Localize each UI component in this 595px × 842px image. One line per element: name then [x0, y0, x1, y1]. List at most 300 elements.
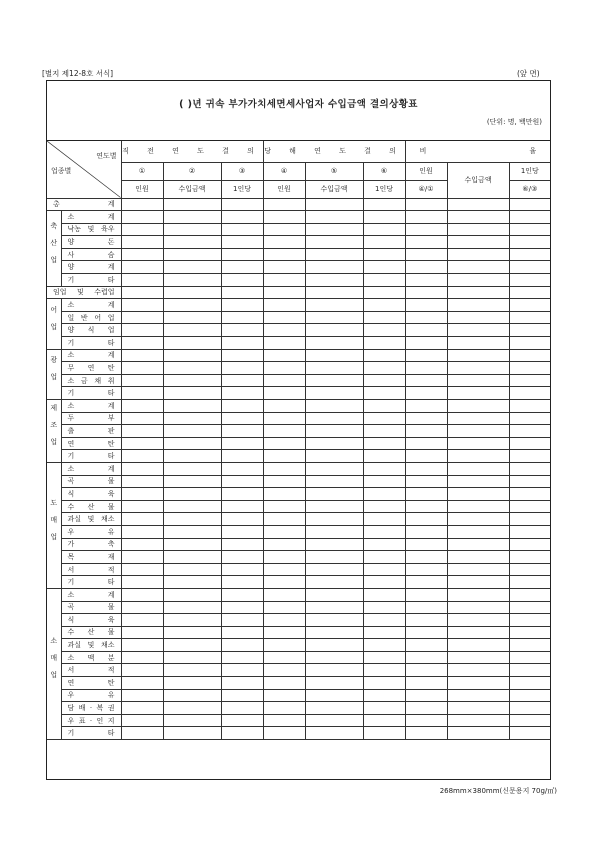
- value-cell[interactable]: [121, 563, 163, 576]
- value-cell[interactable]: [447, 337, 509, 350]
- value-cell[interactable]: [305, 362, 363, 375]
- value-cell[interactable]: [221, 387, 263, 400]
- value-cell[interactable]: [305, 299, 363, 312]
- value-cell[interactable]: [121, 324, 163, 337]
- value-cell[interactable]: [305, 400, 363, 413]
- value-cell[interactable]: [509, 337, 550, 350]
- value-cell[interactable]: [509, 538, 550, 551]
- value-cell[interactable]: [509, 387, 550, 400]
- value-cell[interactable]: [305, 450, 363, 463]
- value-cell[interactable]: [405, 614, 447, 627]
- value-cell[interactable]: [221, 513, 263, 526]
- value-cell[interactable]: [121, 576, 163, 589]
- value-cell[interactable]: [163, 349, 221, 362]
- value-cell[interactable]: [163, 601, 221, 614]
- value-cell[interactable]: [509, 513, 550, 526]
- value-cell[interactable]: [363, 198, 405, 211]
- value-cell[interactable]: [121, 614, 163, 627]
- value-cell[interactable]: [121, 211, 163, 224]
- value-cell[interactable]: [163, 261, 221, 274]
- value-cell[interactable]: [263, 412, 305, 425]
- value-cell[interactable]: [447, 248, 509, 261]
- value-cell[interactable]: [509, 299, 550, 312]
- value-cell[interactable]: [305, 588, 363, 601]
- value-cell[interactable]: [509, 677, 550, 690]
- value-cell[interactable]: [305, 702, 363, 715]
- value-cell[interactable]: [447, 299, 509, 312]
- value-cell[interactable]: [263, 400, 305, 413]
- value-cell[interactable]: [263, 198, 305, 211]
- value-cell[interactable]: [121, 513, 163, 526]
- value-cell[interactable]: [121, 437, 163, 450]
- value-cell[interactable]: [405, 538, 447, 551]
- value-cell[interactable]: [509, 437, 550, 450]
- value-cell[interactable]: [509, 500, 550, 513]
- value-cell[interactable]: [447, 689, 509, 702]
- value-cell[interactable]: [405, 274, 447, 287]
- value-cell[interactable]: [363, 551, 405, 564]
- value-cell[interactable]: [405, 337, 447, 350]
- value-cell[interactable]: [509, 563, 550, 576]
- value-cell[interactable]: [121, 236, 163, 249]
- value-cell[interactable]: [447, 412, 509, 425]
- value-cell[interactable]: [163, 525, 221, 538]
- value-cell[interactable]: [163, 374, 221, 387]
- value-cell[interactable]: [121, 286, 163, 299]
- value-cell[interactable]: [163, 362, 221, 375]
- value-cell[interactable]: [509, 639, 550, 652]
- value-cell[interactable]: [509, 286, 550, 299]
- value-cell[interactable]: [363, 387, 405, 400]
- value-cell[interactable]: [121, 462, 163, 475]
- value-cell[interactable]: [163, 639, 221, 652]
- value-cell[interactable]: [447, 425, 509, 438]
- value-cell[interactable]: [121, 488, 163, 501]
- value-cell[interactable]: [509, 311, 550, 324]
- value-cell[interactable]: [405, 349, 447, 362]
- value-cell[interactable]: [263, 425, 305, 438]
- value-cell[interactable]: [363, 311, 405, 324]
- value-cell[interactable]: [221, 651, 263, 664]
- value-cell[interactable]: [263, 689, 305, 702]
- value-cell[interactable]: [121, 349, 163, 362]
- value-cell[interactable]: [221, 299, 263, 312]
- value-cell[interactable]: [363, 576, 405, 589]
- value-cell[interactable]: [363, 374, 405, 387]
- value-cell[interactable]: [121, 198, 163, 211]
- value-cell[interactable]: [305, 311, 363, 324]
- value-cell[interactable]: [121, 677, 163, 690]
- value-cell[interactable]: [509, 702, 550, 715]
- value-cell[interactable]: [509, 714, 550, 727]
- value-cell[interactable]: [447, 211, 509, 224]
- value-cell[interactable]: [509, 223, 550, 236]
- value-cell[interactable]: [121, 551, 163, 564]
- value-cell[interactable]: [263, 626, 305, 639]
- value-cell[interactable]: [405, 462, 447, 475]
- value-cell[interactable]: [405, 500, 447, 513]
- value-cell[interactable]: [221, 639, 263, 652]
- value-cell[interactable]: [163, 626, 221, 639]
- value-cell[interactable]: [363, 727, 405, 740]
- value-cell[interactable]: [305, 601, 363, 614]
- value-cell[interactable]: [405, 525, 447, 538]
- value-cell[interactable]: [221, 236, 263, 249]
- value-cell[interactable]: [163, 488, 221, 501]
- value-cell[interactable]: [163, 563, 221, 576]
- value-cell[interactable]: [447, 374, 509, 387]
- value-cell[interactable]: [305, 651, 363, 664]
- value-cell[interactable]: [447, 324, 509, 337]
- value-cell[interactable]: [405, 488, 447, 501]
- value-cell[interactable]: [363, 525, 405, 538]
- value-cell[interactable]: [509, 576, 550, 589]
- value-cell[interactable]: [221, 362, 263, 375]
- value-cell[interactable]: [405, 400, 447, 413]
- value-cell[interactable]: [405, 286, 447, 299]
- value-cell[interactable]: [509, 689, 550, 702]
- value-cell[interactable]: [509, 374, 550, 387]
- value-cell[interactable]: [363, 412, 405, 425]
- value-cell[interactable]: [405, 450, 447, 463]
- value-cell[interactable]: [221, 475, 263, 488]
- value-cell[interactable]: [447, 664, 509, 677]
- value-cell[interactable]: [509, 362, 550, 375]
- value-cell[interactable]: [221, 702, 263, 715]
- value-cell[interactable]: [221, 412, 263, 425]
- value-cell[interactable]: [405, 651, 447, 664]
- value-cell[interactable]: [363, 236, 405, 249]
- value-cell[interactable]: [509, 664, 550, 677]
- value-cell[interactable]: [447, 677, 509, 690]
- value-cell[interactable]: [163, 337, 221, 350]
- value-cell[interactable]: [363, 651, 405, 664]
- value-cell[interactable]: [363, 563, 405, 576]
- value-cell[interactable]: [363, 702, 405, 715]
- value-cell[interactable]: [305, 349, 363, 362]
- value-cell[interactable]: [221, 525, 263, 538]
- value-cell[interactable]: [221, 400, 263, 413]
- value-cell[interactable]: [221, 437, 263, 450]
- value-cell[interactable]: [305, 274, 363, 287]
- value-cell[interactable]: [447, 626, 509, 639]
- value-cell[interactable]: [363, 626, 405, 639]
- value-cell[interactable]: [447, 576, 509, 589]
- value-cell[interactable]: [405, 236, 447, 249]
- value-cell[interactable]: [163, 425, 221, 438]
- value-cell[interactable]: [305, 664, 363, 677]
- value-cell[interactable]: [263, 488, 305, 501]
- value-cell[interactable]: [163, 702, 221, 715]
- value-cell[interactable]: [121, 588, 163, 601]
- value-cell[interactable]: [509, 462, 550, 475]
- value-cell[interactable]: [363, 248, 405, 261]
- value-cell[interactable]: [363, 211, 405, 224]
- value-cell[interactable]: [447, 714, 509, 727]
- value-cell[interactable]: [509, 626, 550, 639]
- value-cell[interactable]: [305, 500, 363, 513]
- value-cell[interactable]: [447, 198, 509, 211]
- value-cell[interactable]: [305, 576, 363, 589]
- value-cell[interactable]: [363, 337, 405, 350]
- value-cell[interactable]: [363, 664, 405, 677]
- value-cell[interactable]: [263, 236, 305, 249]
- value-cell[interactable]: [221, 563, 263, 576]
- value-cell[interactable]: [405, 198, 447, 211]
- value-cell[interactable]: [163, 223, 221, 236]
- value-cell[interactable]: [221, 286, 263, 299]
- value-cell[interactable]: [263, 211, 305, 224]
- value-cell[interactable]: [221, 324, 263, 337]
- value-cell[interactable]: [221, 689, 263, 702]
- value-cell[interactable]: [447, 614, 509, 627]
- value-cell[interactable]: [447, 538, 509, 551]
- value-cell[interactable]: [263, 349, 305, 362]
- value-cell[interactable]: [263, 525, 305, 538]
- value-cell[interactable]: [163, 387, 221, 400]
- value-cell[interactable]: [121, 651, 163, 664]
- value-cell[interactable]: [305, 488, 363, 501]
- value-cell[interactable]: [509, 274, 550, 287]
- value-cell[interactable]: [305, 425, 363, 438]
- value-cell[interactable]: [305, 286, 363, 299]
- value-cell[interactable]: [221, 614, 263, 627]
- value-cell[interactable]: [121, 702, 163, 715]
- value-cell[interactable]: [405, 727, 447, 740]
- value-cell[interactable]: [121, 248, 163, 261]
- value-cell[interactable]: [221, 727, 263, 740]
- value-cell[interactable]: [447, 551, 509, 564]
- value-cell[interactable]: [305, 412, 363, 425]
- value-cell[interactable]: [363, 425, 405, 438]
- value-cell[interactable]: [121, 337, 163, 350]
- value-cell[interactable]: [263, 374, 305, 387]
- value-cell[interactable]: [263, 714, 305, 727]
- value-cell[interactable]: [509, 727, 550, 740]
- value-cell[interactable]: [121, 601, 163, 614]
- value-cell[interactable]: [363, 462, 405, 475]
- value-cell[interactable]: [509, 425, 550, 438]
- value-cell[interactable]: [363, 714, 405, 727]
- value-cell[interactable]: [121, 538, 163, 551]
- value-cell[interactable]: [305, 626, 363, 639]
- value-cell[interactable]: [447, 450, 509, 463]
- value-cell[interactable]: [221, 261, 263, 274]
- value-cell[interactable]: [221, 425, 263, 438]
- value-cell[interactable]: [305, 211, 363, 224]
- value-cell[interactable]: [121, 400, 163, 413]
- value-cell[interactable]: [305, 248, 363, 261]
- value-cell[interactable]: [305, 513, 363, 526]
- value-cell[interactable]: [221, 664, 263, 677]
- value-cell[interactable]: [405, 248, 447, 261]
- value-cell[interactable]: [163, 551, 221, 564]
- value-cell[interactable]: [363, 450, 405, 463]
- value-cell[interactable]: [263, 614, 305, 627]
- value-cell[interactable]: [509, 614, 550, 627]
- value-cell[interactable]: [447, 236, 509, 249]
- value-cell[interactable]: [405, 261, 447, 274]
- value-cell[interactable]: [163, 664, 221, 677]
- value-cell[interactable]: [363, 677, 405, 690]
- value-cell[interactable]: [509, 400, 550, 413]
- value-cell[interactable]: [263, 727, 305, 740]
- value-cell[interactable]: [263, 274, 305, 287]
- value-cell[interactable]: [263, 299, 305, 312]
- value-cell[interactable]: [263, 362, 305, 375]
- value-cell[interactable]: [221, 337, 263, 350]
- value-cell[interactable]: [509, 412, 550, 425]
- value-cell[interactable]: [221, 576, 263, 589]
- value-cell[interactable]: [263, 337, 305, 350]
- value-cell[interactable]: [163, 236, 221, 249]
- value-cell[interactable]: [447, 400, 509, 413]
- value-cell[interactable]: [163, 689, 221, 702]
- value-cell[interactable]: [305, 374, 363, 387]
- value-cell[interactable]: [447, 525, 509, 538]
- value-cell[interactable]: [363, 324, 405, 337]
- value-cell[interactable]: [305, 714, 363, 727]
- value-cell[interactable]: [163, 513, 221, 526]
- value-cell[interactable]: [263, 601, 305, 614]
- value-cell[interactable]: [405, 223, 447, 236]
- value-cell[interactable]: [263, 311, 305, 324]
- value-cell[interactable]: [447, 462, 509, 475]
- value-cell[interactable]: [405, 664, 447, 677]
- value-cell[interactable]: [363, 689, 405, 702]
- value-cell[interactable]: [447, 588, 509, 601]
- value-cell[interactable]: [121, 387, 163, 400]
- value-cell[interactable]: [163, 311, 221, 324]
- value-cell[interactable]: [121, 689, 163, 702]
- value-cell[interactable]: [163, 248, 221, 261]
- value-cell[interactable]: [305, 324, 363, 337]
- value-cell[interactable]: [363, 500, 405, 513]
- value-cell[interactable]: [509, 261, 550, 274]
- value-cell[interactable]: [405, 412, 447, 425]
- value-cell[interactable]: [263, 387, 305, 400]
- value-cell[interactable]: [163, 614, 221, 627]
- value-cell[interactable]: [121, 223, 163, 236]
- value-cell[interactable]: [509, 475, 550, 488]
- value-cell[interactable]: [221, 374, 263, 387]
- value-cell[interactable]: [305, 475, 363, 488]
- value-cell[interactable]: [305, 538, 363, 551]
- value-cell[interactable]: [447, 475, 509, 488]
- value-cell[interactable]: [447, 727, 509, 740]
- value-cell[interactable]: [263, 576, 305, 589]
- value-cell[interactable]: [447, 261, 509, 274]
- value-cell[interactable]: [405, 311, 447, 324]
- value-cell[interactable]: [447, 362, 509, 375]
- value-cell[interactable]: [163, 576, 221, 589]
- value-cell[interactable]: [221, 500, 263, 513]
- value-cell[interactable]: [163, 450, 221, 463]
- value-cell[interactable]: [263, 513, 305, 526]
- value-cell[interactable]: [221, 349, 263, 362]
- value-cell[interactable]: [405, 639, 447, 652]
- value-cell[interactable]: [405, 551, 447, 564]
- value-cell[interactable]: [405, 689, 447, 702]
- value-cell[interactable]: [163, 538, 221, 551]
- value-cell[interactable]: [305, 337, 363, 350]
- value-cell[interactable]: [363, 475, 405, 488]
- value-cell[interactable]: [363, 299, 405, 312]
- value-cell[interactable]: [447, 311, 509, 324]
- value-cell[interactable]: [305, 198, 363, 211]
- value-cell[interactable]: [447, 437, 509, 450]
- value-cell[interactable]: [163, 412, 221, 425]
- value-cell[interactable]: [447, 563, 509, 576]
- value-cell[interactable]: [121, 475, 163, 488]
- value-cell[interactable]: [509, 324, 550, 337]
- value-cell[interactable]: [163, 588, 221, 601]
- value-cell[interactable]: [363, 538, 405, 551]
- value-cell[interactable]: [363, 286, 405, 299]
- value-cell[interactable]: [305, 614, 363, 627]
- value-cell[interactable]: [121, 714, 163, 727]
- value-cell[interactable]: [221, 223, 263, 236]
- value-cell[interactable]: [305, 551, 363, 564]
- value-cell[interactable]: [163, 677, 221, 690]
- value-cell[interactable]: [405, 513, 447, 526]
- value-cell[interactable]: [221, 488, 263, 501]
- value-cell[interactable]: [263, 450, 305, 463]
- value-cell[interactable]: [221, 248, 263, 261]
- value-cell[interactable]: [509, 450, 550, 463]
- value-cell[interactable]: [263, 462, 305, 475]
- value-cell[interactable]: [121, 626, 163, 639]
- value-cell[interactable]: [447, 274, 509, 287]
- value-cell[interactable]: [509, 525, 550, 538]
- value-cell[interactable]: [121, 664, 163, 677]
- value-cell[interactable]: [509, 651, 550, 664]
- value-cell[interactable]: [121, 311, 163, 324]
- value-cell[interactable]: [121, 261, 163, 274]
- value-cell[interactable]: [405, 677, 447, 690]
- value-cell[interactable]: [163, 324, 221, 337]
- value-cell[interactable]: [221, 677, 263, 690]
- value-cell[interactable]: [305, 689, 363, 702]
- value-cell[interactable]: [363, 362, 405, 375]
- value-cell[interactable]: [447, 651, 509, 664]
- value-cell[interactable]: [363, 274, 405, 287]
- value-cell[interactable]: [163, 727, 221, 740]
- value-cell[interactable]: [405, 437, 447, 450]
- value-cell[interactable]: [163, 500, 221, 513]
- value-cell[interactable]: [263, 500, 305, 513]
- value-cell[interactable]: [305, 387, 363, 400]
- value-cell[interactable]: [405, 702, 447, 715]
- value-cell[interactable]: [263, 551, 305, 564]
- value-cell[interactable]: [509, 211, 550, 224]
- value-cell[interactable]: [305, 677, 363, 690]
- value-cell[interactable]: [121, 525, 163, 538]
- value-cell[interactable]: [405, 475, 447, 488]
- value-cell[interactable]: [405, 563, 447, 576]
- value-cell[interactable]: [221, 462, 263, 475]
- value-cell[interactable]: [163, 299, 221, 312]
- value-cell[interactable]: [363, 437, 405, 450]
- value-cell[interactable]: [121, 374, 163, 387]
- value-cell[interactable]: [121, 727, 163, 740]
- value-cell[interactable]: [305, 437, 363, 450]
- value-cell[interactable]: [163, 651, 221, 664]
- value-cell[interactable]: [221, 714, 263, 727]
- value-cell[interactable]: [263, 223, 305, 236]
- value-cell[interactable]: [163, 211, 221, 224]
- value-cell[interactable]: [263, 563, 305, 576]
